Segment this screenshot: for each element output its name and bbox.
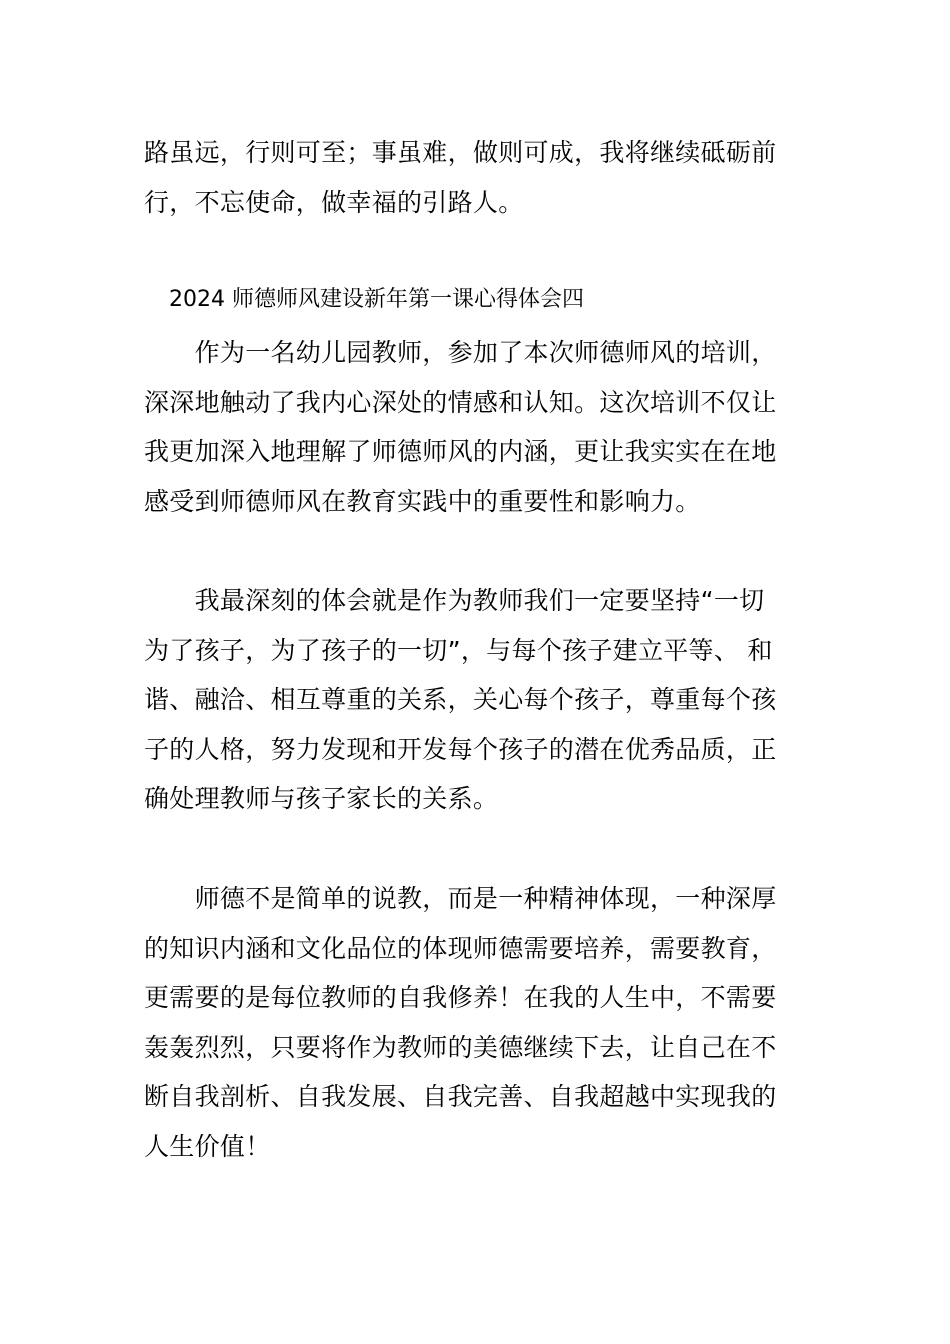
text-line: 人生价值！ (144, 1131, 271, 1161)
text-line: 的知识内涵和文化品位的体现师德需要培养，需要教育， (144, 933, 777, 963)
text-line: 谐、融洽、相互尊重的关系，关心每个孩子，尊重每个孩 (144, 685, 777, 714)
text-line: 子的人格，努力发现和开发每个孩子的潜在优秀品质，正 (144, 734, 777, 764)
text-line: 更需要的是每位教师的自我修养！在我的人生中，不需要 (144, 983, 777, 1012)
paragraph-1 (144, 328, 808, 526)
text-line: 确处理教师与孩子家长的关系。 (144, 784, 499, 813)
intro-paragraph (144, 128, 808, 227)
text-line: 轰轰烈烈，只要将作为教师的美德继续下去，让自己在不 (144, 1032, 777, 1062)
paragraph-3 (144, 874, 808, 1171)
text-line: 深深地触动了我内心深处的情感和认知。这次培训不仅让 (144, 387, 777, 417)
section-heading: 2024 师德师风建设新年第一课心得体会四 (169, 287, 584, 312)
text-line: 作为一名幼儿园教师，参加了本次师德师风的培训， (144, 338, 777, 367)
text-line: 断自我剖析、自我发展、自我完善、自我超越中实现我的 (144, 1082, 777, 1111)
paragraph-2 (144, 576, 808, 824)
text-line: 我更加深入地理解了师德师风的内涵，更让我实实在在地 (144, 437, 777, 466)
text-line: 为了孩子，为了孩子的一切”，与每个孩子建立平等、 和 (144, 635, 773, 665)
text-line: 师德不是简单的说教，而是一种精神体现，一种深厚 (144, 884, 777, 913)
text-line: 行，不忘使命，做幸福的引路人。 (144, 187, 524, 217)
text-line: 路虽远，行则可至；事虽难，做则可成，我将继续砥砺前 (144, 138, 777, 167)
text-line: 我最深刻的体会就是作为教师我们一定要坚持“一切 (144, 586, 765, 615)
text-line: 感受到师德师风在教育实践中的重要性和影响力。 (144, 486, 701, 516)
